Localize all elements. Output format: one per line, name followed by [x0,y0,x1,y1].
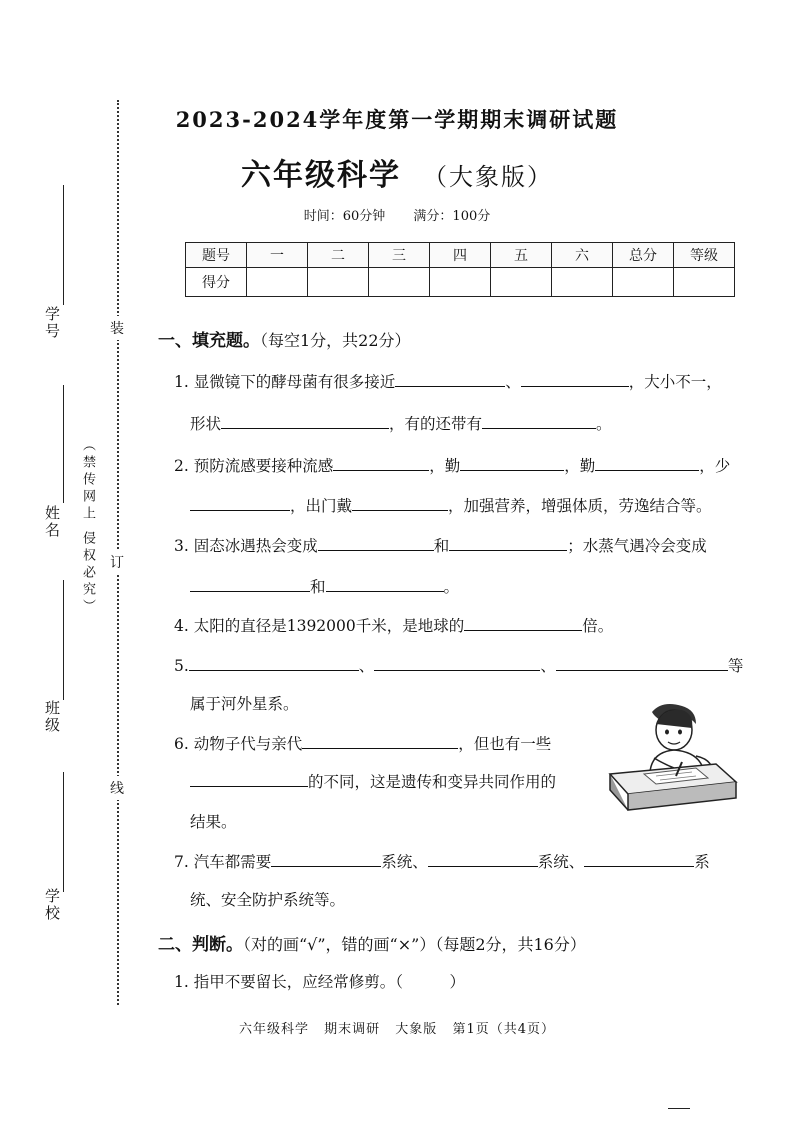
score-table-score-row [186,268,735,297]
question-text: 形状 [190,415,222,433]
answer-blank[interactable] [521,372,629,387]
answer-blank[interactable] [374,656,540,671]
question-6-line2 [190,770,556,792]
bottom-mark [668,1108,690,1109]
question-text: ，但也有一些 [458,735,552,753]
question-text: 、 [540,657,556,675]
score-cell[interactable] [430,268,491,297]
question-7-line2 [190,888,345,910]
answer-blank[interactable] [190,577,310,592]
question-3-line2 [190,575,459,597]
score-table-header-row [186,243,735,268]
score-cell[interactable] [369,268,430,297]
question-7-line1 [174,850,710,872]
table-cell: 三 [369,243,430,268]
answer-blank[interactable] [326,577,444,592]
student-writing-illustration [604,702,742,814]
question-text: 属于河外星系。 [190,695,299,713]
subject-name: 六年级科学 [241,158,401,193]
answer-blank[interactable] [302,734,458,749]
question-text: 4. 太阳的直径是1392000千米，是地球的 [174,617,465,635]
table-cell: 题号 [186,243,247,268]
question-4-line [174,614,613,636]
question-text: ；水蒸气遇冷会变成 [567,537,707,555]
score-cell[interactable] [308,268,369,297]
school-field-line [63,772,64,892]
section2-note: （对的画“√”，错的画“×”）（每题2分，共16分） [243,935,586,954]
answer-blank[interactable] [271,852,381,867]
question-text: 3. 固态冰遇热会变成 [174,537,318,555]
judgement-question-1 [174,970,465,992]
answer-blank[interactable] [189,656,359,671]
question-text: 等 [727,657,744,675]
question-text: 、 [358,657,375,675]
question-text: 5. [174,657,189,675]
question-3-line1 [174,534,707,556]
table-cell: 一 [247,243,308,268]
page-footer [0,1018,794,1037]
answer-blank[interactable] [460,456,564,471]
number-label: 学号 [43,306,61,340]
answer-blank[interactable] [190,772,308,787]
exam-meta [0,205,794,224]
question-2-line2 [190,494,712,516]
question-5-line2 [190,692,299,714]
question-text: 。 [596,415,612,433]
question-text: ，大小不一， [628,373,722,391]
section2-heading: 二、判断。 [158,935,243,955]
question-text: 的不同，这是遗传和变异共同作用的 [308,773,557,791]
question-6-line1 [174,732,551,754]
exam-subject-title [0,150,794,194]
answer-blank[interactable] [449,536,567,551]
footer-page-number: 第1页（共4页） [452,1022,555,1037]
section2-title [158,930,586,955]
footer-type: 期末调研 [324,1022,381,1037]
question-text: 和 [433,537,450,555]
time-label: 时间：60分钟 [303,209,386,224]
question-text: 倍。 [582,617,614,635]
question-5-line1 [174,654,743,676]
question-text: 系统、 [537,853,585,871]
question-1-line1 [174,370,722,392]
table-cell: 五 [491,243,552,268]
question-text: 2. 预防流感要接种流感 [174,457,334,475]
question-text: ，出门戴 [290,497,353,515]
binding-mark-ding: 订 [110,550,124,574]
question-text: 结果。 [190,813,237,831]
answer-blank[interactable] [395,372,505,387]
answer-blank[interactable] [352,496,448,511]
answer-blank[interactable] [556,656,728,671]
question-text: ，勤 [564,457,596,475]
score-cell[interactable] [613,268,674,297]
footer-subject: 六年级科学 [238,1022,309,1037]
score-cell[interactable] [674,268,735,297]
answer-blank[interactable] [333,456,429,471]
question-text: 系统、 [381,853,428,871]
number-field-line [63,185,64,305]
question-text: ，勤 [429,457,461,475]
section1-title [158,326,411,351]
section1-note: （每空1分，共22分） [260,331,411,350]
question-text: 7. 汽车都需要 [174,853,272,871]
binding-mark-zhuang: 装 [110,316,124,340]
score-cell[interactable] [552,268,613,297]
question-6-line3 [190,810,237,832]
exam-title: 2023-2024学年度第一学期期末调研试题 [175,107,619,132]
table-cell: 总分 [613,243,674,268]
full-score-label: 满分：100分 [413,209,491,224]
school-label: 学校 [43,888,61,922]
edition-label: （大象版） [423,163,553,191]
question-2-line1 [174,454,730,476]
answer-blank[interactable] [221,414,389,429]
section1-heading: 一、填充题。 [158,331,260,351]
score-cell[interactable] [491,268,552,297]
table-cell: 四 [430,243,491,268]
name-label: 姓名 [43,505,61,539]
answer-blank[interactable] [595,456,699,471]
score-cell[interactable] [247,268,308,297]
answer-blank[interactable] [190,496,290,511]
table-cell: 二 [308,243,369,268]
answer-blank[interactable] [318,536,434,551]
name-field-line [63,385,64,503]
copyright-notice: （禁传网上 侵权必究） [80,438,95,617]
footer-edition: 大象版 [395,1022,438,1037]
table-cell: 等级 [674,243,735,268]
question-text: ，有的还带有 [389,415,483,433]
question-text: 统、安全防护系统等。 [190,891,346,909]
question-text: 1. 指甲不要留长，应经常修剪。（ ） [174,973,465,991]
question-text: 系 [694,853,710,871]
score-table [185,242,735,297]
answer-blank[interactable] [584,852,694,867]
class-label: 班级 [43,700,61,734]
class-field-line [63,580,64,700]
question-text: 1. 显微镜下的酵母菌有很多接近 [174,373,396,391]
question-text: 和 [310,578,326,596]
answer-blank[interactable] [482,414,596,429]
question-1-line2 [190,412,612,434]
question-text: ，少 [699,457,731,475]
question-text: ，加强营养，增强体质，劳逸结合等。 [448,497,712,515]
answer-blank[interactable] [464,616,582,631]
binding-mark-xian: 线 [110,776,124,800]
question-text: 。 [443,578,460,596]
question-text: 6. 动物子代与亲代 [174,735,303,753]
table-cell: 得分 [186,268,247,297]
answer-blank[interactable] [428,852,538,867]
table-cell: 六 [552,243,613,268]
question-text: 、 [505,373,521,391]
